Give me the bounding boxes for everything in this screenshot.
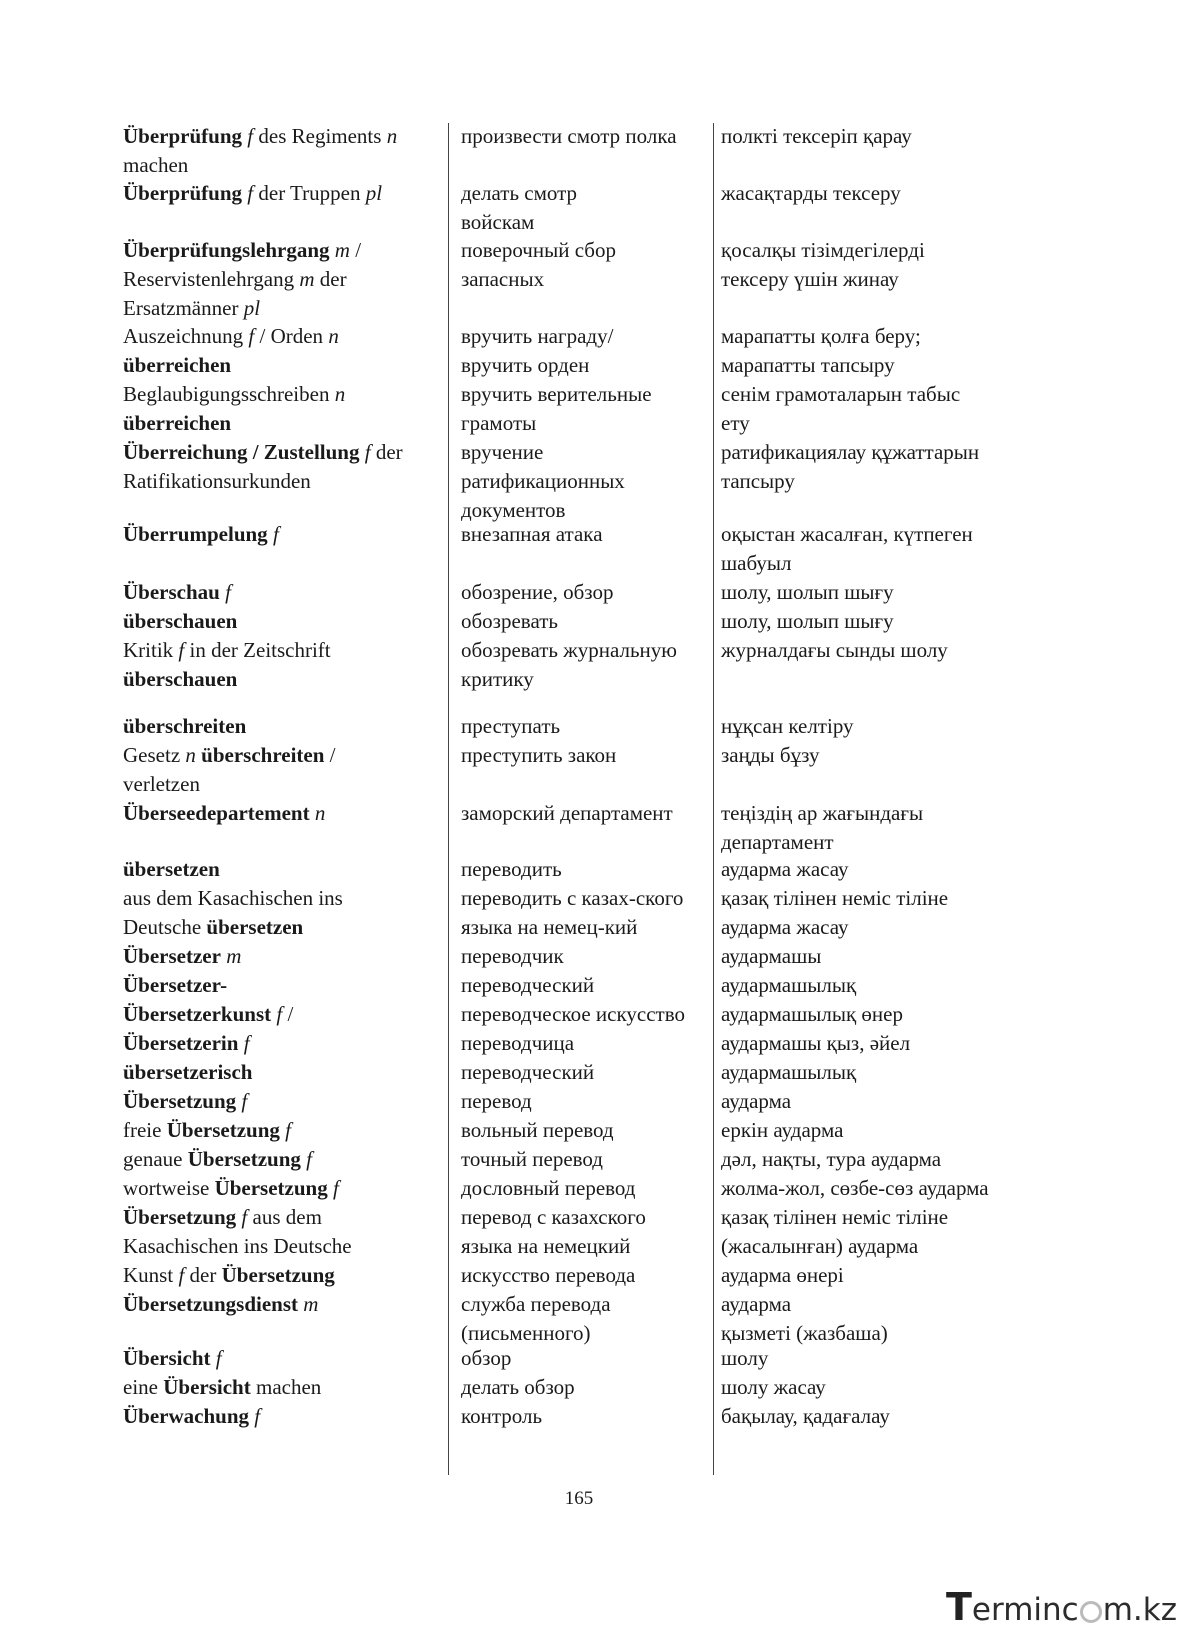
headword: Überprüfung: [123, 124, 243, 148]
kazakh-translation-line: шолу, шолып шығу: [721, 609, 894, 633]
russian-translation-line: искусство перевода: [461, 1263, 636, 1287]
russian-translation-line: переводчик: [461, 944, 564, 968]
term-text: aus dem: [247, 1205, 322, 1229]
headword: Übersetzung: [214, 1176, 328, 1200]
russian-translation-line: обозревать: [461, 609, 558, 633]
russian-translation-line: переводческий: [461, 973, 595, 997]
russian-translation-line: делать смотр: [461, 181, 578, 205]
german-term-line: [123, 380, 448, 409]
headword: Übersetzerkunst: [123, 1002, 272, 1026]
term-text: verletzen: [123, 772, 200, 796]
russian-translation-line: вручить орден: [461, 353, 590, 377]
kazakh-translation-line: (жасалынған) аударма: [721, 1234, 919, 1258]
german-term-line: [123, 1029, 448, 1058]
russian-translation-line: перевод: [461, 1089, 532, 1113]
term-text: Gesetz: [123, 743, 186, 767]
kazakh-translation: [721, 236, 1051, 294]
kazakh-translation-line: марапатты тапсыру: [721, 353, 895, 377]
term-text: freie: [123, 1118, 167, 1142]
german-term: [123, 236, 448, 323]
grammar-label: f: [241, 1205, 248, 1229]
term-text: des Regiments: [253, 124, 387, 148]
kazakh-translation-line: қызметі (жазбаша): [721, 1321, 888, 1345]
headword: überreichen: [123, 353, 232, 377]
kazakh-translation-line: бақылау, қадағалау: [721, 1404, 890, 1428]
grammar-label: m: [299, 267, 315, 291]
headword: Übersetzerin: [123, 1031, 239, 1055]
kazakh-translation-line: дәл, нақты, тура аударма: [721, 1147, 942, 1171]
kazakh-translation: [721, 520, 1051, 578]
headword: Übersetzer: [123, 944, 221, 968]
grammar-label: f: [241, 1089, 248, 1113]
kazakh-translation-line: жасақтарды тексеру: [721, 181, 901, 205]
german-term-line: [123, 971, 448, 1000]
kazakh-translation: [721, 578, 1051, 665]
russian-translation-line: перевод с казахского: [461, 1205, 646, 1229]
kazakh-translation-line: ратификациялау құжаттарын: [721, 440, 980, 464]
kazakh-translation-line: қазақ тілінен неміс тіліне: [721, 1205, 949, 1229]
russian-translation: [461, 855, 716, 1348]
russian-translation: [461, 712, 716, 828]
headword: Übersetzung: [123, 1205, 237, 1229]
term-text: genaue: [123, 1147, 188, 1171]
headword: Übersetzer-: [123, 973, 228, 997]
german-term-line: [123, 438, 448, 467]
headword: Übersetzung: [221, 1263, 335, 1287]
russian-translation: [461, 322, 716, 525]
grammar-label: n: [185, 743, 196, 767]
russian-translation-line: языка на немец-кий: [461, 915, 638, 939]
kazakh-translation: [721, 1344, 1051, 1431]
russian-translation-line: вручить награду/: [461, 324, 614, 348]
german-term: [123, 712, 448, 828]
headword: überschreiten: [123, 714, 247, 738]
grammar-label: f: [306, 1147, 312, 1171]
kazakh-translation-line: аудармашы: [721, 944, 822, 968]
term-text: aus dem Kasachischen ins: [123, 886, 343, 910]
kazakh-translation-line: тексеру үшін жинау: [721, 267, 899, 291]
german-term-line: [123, 712, 448, 741]
german-term-line: [123, 409, 448, 438]
kazakh-translation-line: [721, 770, 1051, 799]
term-text: wortweise: [123, 1176, 215, 1200]
grammar-label: n: [328, 324, 339, 348]
logo-text-part2: m.kz: [1102, 1592, 1177, 1628]
headword: Übersetzung: [187, 1147, 301, 1171]
kazakh-translation-line: қазақ тілінен неміс тіліне: [721, 886, 949, 910]
german-term-line: [123, 1290, 448, 1319]
kazakh-translation-line: қосалқы тізімдегілерді: [721, 238, 925, 262]
term-text: /: [324, 743, 336, 767]
german-term-line: [123, 1116, 448, 1145]
russian-translation-line: запасных: [461, 267, 545, 291]
grammar-label: n: [334, 382, 346, 406]
russian-translation-line: (письменного): [461, 1321, 591, 1345]
russian-translation-line: [461, 770, 716, 799]
german-term-line: [123, 236, 448, 265]
kazakh-translation: [721, 179, 1051, 208]
term-text: in der Zeitschrift: [184, 638, 331, 662]
kazakh-translation-line: журналдағы сынды шолу: [721, 638, 948, 662]
grammar-label: n: [386, 124, 398, 148]
russian-translation-line: служба перевода: [461, 1292, 611, 1316]
grammar-label: f: [178, 638, 185, 662]
kazakh-translation-line: ету: [721, 411, 750, 435]
russian-translation-line: дословный перевод: [461, 1176, 636, 1200]
kazakh-translation-line: шабуыл: [721, 551, 792, 575]
russian-translation: [461, 122, 716, 151]
headword: Übersetzungsdienst: [123, 1292, 299, 1316]
russian-translation-line: войскам: [461, 210, 535, 234]
kazakh-translation-line: аудармашылық: [721, 973, 857, 997]
kazakh-translation-line: аудармашылық өнер: [721, 1002, 903, 1026]
term-text: /: [282, 1002, 294, 1026]
grammar-label: m: [334, 238, 350, 262]
german-term-line: [123, 1232, 448, 1261]
german-term-line: [123, 179, 448, 208]
grammar-label: n: [314, 801, 326, 825]
german-term-line: [123, 1058, 448, 1087]
headword: Übersicht: [163, 1375, 251, 1399]
kazakh-translation-line: аударма жасау: [721, 857, 849, 881]
term-text: Ersatzmänner: [123, 296, 244, 320]
kazakh-translation-line: аудармашы қыз, әйел: [721, 1031, 911, 1055]
russian-translation-line: обозрение, обзор: [461, 580, 614, 604]
term-text: Kasachischen ins Deutsche: [123, 1234, 352, 1258]
german-term-line: [123, 265, 448, 294]
headword: Übersetzung: [123, 1089, 237, 1113]
german-term-line: [123, 770, 448, 799]
grammar-label: f: [247, 124, 254, 148]
grammar-label: f: [364, 440, 371, 464]
german-term-line: [123, 1087, 448, 1116]
russian-translation-line: обозревать журнальную: [461, 638, 677, 662]
kazakh-translation-line: тапсыру: [721, 469, 795, 493]
headword: Überrumpelung: [123, 522, 268, 546]
kazakh-translation: [721, 322, 1051, 496]
logo-letter: T: [946, 1585, 972, 1629]
kazakh-translation-line: шолу жасау: [721, 1375, 826, 1399]
headword: überschauen: [123, 609, 238, 633]
russian-translation-line: вольный перевод: [461, 1118, 614, 1142]
russian-translation-line: обзор: [461, 1346, 512, 1370]
russian-translation-line: контроль: [461, 1404, 543, 1428]
german-term-line: [123, 1261, 448, 1290]
german-term: [123, 520, 448, 549]
headword: überschreiten: [201, 743, 325, 767]
russian-translation-line: переводческий: [461, 1060, 595, 1084]
headword: Überseedepartement: [123, 801, 310, 825]
headword: Überprüfungslehrgang: [123, 238, 330, 262]
term-text: Kritik: [123, 638, 179, 662]
term-text: Reservistenlehrgang: [123, 267, 300, 291]
headword: Übersicht: [123, 1346, 211, 1370]
termincom-logo: [946, 1585, 1177, 1631]
russian-translation-line: поверочный сбор: [461, 238, 616, 262]
german-term-line: [123, 855, 448, 884]
german-term-line: [123, 520, 448, 549]
russian-translation-line: документов: [461, 498, 566, 522]
russian-translation: [461, 578, 716, 694]
kazakh-translation-line: шолу, шолып шығу: [721, 580, 894, 604]
german-term-line: [123, 1344, 448, 1373]
german-term-line: [123, 1000, 448, 1029]
logo-ring-icon: [1080, 1601, 1102, 1623]
headword: überreichen: [123, 411, 232, 435]
german-term-line: [123, 578, 448, 607]
russian-translation-line: точный перевод: [461, 1147, 603, 1171]
german-term-line: [123, 1373, 448, 1402]
kazakh-translation-line: аударма өнері: [721, 1263, 844, 1287]
headword: überschauen: [123, 667, 238, 691]
german-term-line: [123, 294, 448, 323]
russian-translation: [461, 520, 716, 549]
kazakh-translation-line: теңіздің ар жағындағы: [721, 801, 924, 825]
german-term: [123, 122, 448, 180]
kazakh-translation-line: аудармашылық: [721, 1060, 857, 1084]
term-text: /: [349, 238, 362, 262]
kazakh-translation-line: нұқсан келтіру: [721, 714, 854, 738]
headword: übersetzen: [123, 857, 220, 881]
german-term-line: [123, 942, 448, 971]
russian-translation-line: заморский департамент: [461, 801, 673, 825]
term-text: eine: [123, 1375, 164, 1399]
german-term-line: [123, 1402, 448, 1431]
russian-translation-line: грамоты: [461, 411, 537, 435]
german-term: [123, 855, 448, 1319]
russian-translation-line: преступить закон: [461, 743, 617, 767]
german-term: [123, 179, 448, 208]
kazakh-translation-line: жолма-жол, сөзбе-сөз аударма: [721, 1176, 989, 1200]
headword: übersetzerisch: [123, 1060, 253, 1084]
russian-translation-line: внезапная атака: [461, 522, 603, 546]
german-term-line: [123, 467, 448, 496]
grammar-label: m: [303, 1292, 319, 1316]
kazakh-translation-line: аударма: [721, 1089, 792, 1113]
german-term-line: [123, 665, 448, 694]
grammar-label: pl: [365, 181, 383, 205]
german-term: [123, 578, 448, 694]
german-term: [123, 322, 448, 496]
grammar-label: f: [248, 324, 255, 348]
german-term-line: [123, 1174, 448, 1203]
grammar-label: f: [272, 522, 279, 546]
german-term-line: [123, 1145, 448, 1174]
german-term-line: [123, 1203, 448, 1232]
kazakh-translation: [721, 712, 1051, 857]
kazakh-translation-line: шолу: [721, 1346, 769, 1370]
russian-translation-line: языка на немецкий: [461, 1234, 631, 1258]
kazakh-translation-line: марапатты қолға беру;: [721, 324, 921, 348]
german-term-line: [123, 607, 448, 636]
grammar-label: f: [276, 1002, 283, 1026]
grammar-label: pl: [243, 296, 261, 320]
term-text: Deutsche: [123, 915, 207, 939]
kazakh-translation-line: департамент: [721, 830, 834, 854]
russian-translation-line: произвести смотр полка: [461, 124, 677, 148]
russian-translation-line: критику: [461, 667, 534, 691]
grammar-label: f: [178, 1263, 185, 1287]
german-term-line: [123, 351, 448, 380]
russian-translation-line: вручить верительные: [461, 382, 652, 406]
kazakh-translation-line: сенім грамоталарын табыс: [721, 382, 961, 406]
grammar-label: f: [225, 580, 231, 604]
russian-translation-line: вручение: [461, 440, 544, 464]
kazakh-translation: [721, 122, 1051, 151]
german-term-line: [123, 636, 448, 665]
russian-translation: [461, 236, 716, 294]
term-text: der Truppen: [253, 181, 366, 205]
russian-translation-line: переводчица: [461, 1031, 575, 1055]
headword: Überschau: [123, 580, 220, 604]
page-number: 165: [564, 1488, 594, 1509]
russian-translation-line: делать обзор: [461, 1375, 575, 1399]
kazakh-translation: [721, 855, 1051, 1348]
russian-translation-line: переводить: [461, 857, 562, 881]
kazakh-translation-line: еркін аударма: [721, 1118, 844, 1142]
russian-translation-line: переводческое искусство: [461, 1002, 685, 1026]
grammar-label: f: [215, 1346, 222, 1370]
term-text: der: [314, 267, 347, 291]
russian-translation-line: преступать: [461, 714, 561, 738]
kazakh-translation-line: аударма: [721, 1292, 792, 1316]
term-text: der: [184, 1263, 222, 1287]
grammar-label: f: [332, 1176, 339, 1200]
headword: Überreichung / Zustellung: [123, 440, 360, 464]
term-text: Ratifikationsurkunden: [123, 469, 311, 493]
headword: Überprüfung: [123, 181, 243, 205]
german-term-line: [123, 884, 448, 913]
headword: Überwachung: [123, 1404, 250, 1428]
russian-translation: [461, 1344, 716, 1431]
german-term-line: [123, 122, 448, 151]
russian-translation-line: переводить с казах-ского: [461, 886, 684, 910]
grammar-label: m: [226, 944, 242, 968]
term-text: / Orden: [254, 324, 329, 348]
headword: übersetzen: [206, 915, 304, 939]
grammar-label: f: [285, 1118, 291, 1142]
term-text: machen: [123, 153, 189, 177]
german-term-line: [123, 741, 448, 770]
german-term-line: [123, 322, 448, 351]
term-text: Beglaubigungsschreiben: [123, 382, 335, 406]
term-text: machen: [250, 1375, 322, 1399]
grammar-label: f: [247, 181, 254, 205]
term-text: Kunst: [123, 1263, 179, 1287]
term-text: der: [370, 440, 403, 464]
kazakh-translation-line: аударма жасау: [721, 915, 849, 939]
german-term: [123, 1344, 448, 1431]
grammar-label: f: [254, 1404, 261, 1428]
russian-translation-line: ратификационных: [461, 469, 625, 493]
german-term-line: [123, 799, 448, 828]
russian-translation: [461, 179, 716, 237]
column-divider-left: [448, 123, 449, 1475]
kazakh-translation-line: полкті тексеріп қарау: [721, 124, 912, 148]
grammar-label: f: [243, 1031, 250, 1055]
german-term-line: [123, 151, 448, 180]
german-term-line: [123, 913, 448, 942]
logo-text-part1: erminc: [971, 1592, 1079, 1628]
term-text: Auszeichnung: [123, 324, 249, 348]
headword: Übersetzung: [166, 1118, 280, 1142]
kazakh-translation-line: заңды бұзу: [721, 743, 820, 767]
kazakh-translation-line: оқыстан жасалған, күтпеген: [721, 522, 973, 546]
